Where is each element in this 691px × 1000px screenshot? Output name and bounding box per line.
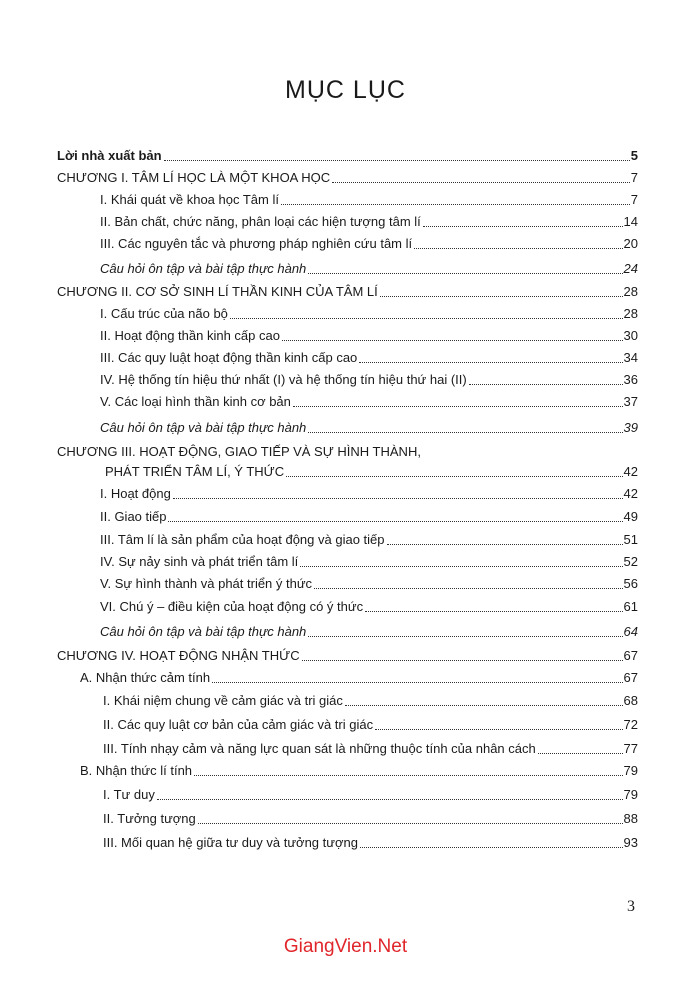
toc-entry — [103, 687, 638, 709]
toc-entry-page: 77 — [623, 741, 638, 756]
dot-leader — [286, 475, 622, 477]
toc-entry-label: IV. Hệ thống tín hiệu thứ nhất (I) và hệ thống tín hiệu thứ hai (II) — [100, 372, 467, 387]
toc-entry-page: 30 — [623, 328, 638, 343]
toc-entry-page: 56 — [623, 576, 638, 591]
dot-leader — [302, 659, 623, 661]
toc-entry — [100, 208, 638, 230]
toc-entry-page: 37 — [623, 394, 638, 409]
toc-entry — [100, 503, 638, 525]
toc-entry — [100, 526, 638, 548]
toc-entry-label: IV. Sự nảy sinh và phát triển tâm lí — [100, 554, 299, 569]
toc-entry-page: 36 — [623, 372, 638, 387]
toc-entry-page: 20 — [623, 236, 638, 251]
toc-entry-label: Câu hỏi ôn tập và bài tập thực hành — [100, 261, 307, 276]
toc-entry-page: 93 — [623, 835, 638, 850]
dot-leader — [380, 295, 623, 297]
dot-leader — [230, 317, 623, 319]
dot-leader — [414, 247, 622, 249]
dot-leader — [300, 565, 622, 567]
toc-entry — [103, 781, 638, 803]
toc-entry-page: 79 — [623, 763, 638, 778]
dot-leader — [164, 159, 630, 161]
toc-entry — [100, 548, 638, 570]
toc-entry-label: II. Tưởng tượng — [103, 811, 196, 826]
toc-entry-label: VI. Chú ý – điều kiện của hoạt động có ý thức — [100, 599, 364, 614]
dot-leader — [360, 846, 623, 848]
page-number: 3 — [627, 898, 635, 915]
dot-leader — [469, 383, 623, 385]
dot-leader — [198, 822, 623, 824]
toc-entry — [103, 805, 638, 827]
toc-entry-label: III. Mối quan hệ giữa tư duy và tưởng tượng — [103, 835, 358, 850]
dot-leader — [423, 225, 623, 227]
toc-entry-label: Câu hỏi ôn tập và bài tập thực hành — [100, 420, 307, 435]
toc-entry — [100, 300, 638, 322]
dot-leader — [194, 774, 622, 776]
toc-entry-page: 88 — [623, 811, 638, 826]
toc-entry-page: 14 — [623, 214, 638, 229]
toc-entry-label: A. Nhận thức cảm tính — [80, 670, 211, 685]
toc-entry-page: 28 — [623, 284, 638, 299]
toc-entry-label: B. Nhận thức lí tính — [80, 763, 193, 778]
toc-entry-label: CHƯƠNG IV. HOẠT ĐỘNG NHẬN THỨC — [57, 648, 300, 663]
toc-entry-page: 67 — [623, 648, 638, 663]
dot-leader — [387, 543, 623, 545]
toc-chapter — [57, 164, 638, 186]
toc-entry-label: I. Khái niệm chung về cảm giác và tri giác — [103, 693, 343, 708]
dot-leader — [345, 704, 623, 706]
dot-leader — [308, 431, 622, 433]
toc-entry-label: I. Hoạt động — [100, 486, 171, 501]
toc-entry-label: I. Tư duy — [103, 787, 155, 802]
toc-entry-page: 34 — [623, 350, 638, 365]
toc-entry — [57, 142, 638, 164]
toc-entry-label: PHÁT TRIỂN TÂM LÍ, Ý THỨC — [105, 464, 285, 479]
toc-entry-label: CHƯƠNG III. HOẠT ĐỘNG, GIAO TIẾP VÀ SỰ HÌNH THÀNH, — [57, 444, 421, 459]
toc-entry-label: II. Các quy luật cơ bản của cảm giác và tri giác — [103, 717, 374, 732]
dot-leader — [308, 272, 622, 274]
toc-entry-page: 24 — [623, 261, 638, 276]
watermark: GiangVien.Net — [283, 936, 408, 957]
toc-section — [80, 664, 638, 686]
toc-entry-page: 39 — [623, 420, 638, 435]
toc-entry-label: II. Hoạt động thần kinh cấp cao — [100, 328, 280, 343]
toc-chapter — [57, 642, 638, 664]
dot-leader — [173, 497, 623, 499]
toc-entry-label: I. Cấu trúc của não bộ — [100, 306, 228, 321]
toc-chapter-continued — [105, 458, 638, 480]
toc-entry-label: II. Giao tiếp — [100, 509, 167, 524]
toc-entry-page: 67 — [623, 670, 638, 685]
toc-entry-label: V. Sự hình thành và phát triển ý thức — [100, 576, 313, 591]
toc-entry-page: 42 — [623, 464, 638, 479]
toc-entry-label: III. Các quy luật hoạt động thần kinh cấp cao — [100, 350, 358, 365]
toc-entry-label: III. Tâm lí là sản phẩm của hoạt động và giao tiếp — [100, 532, 385, 547]
toc-entry — [100, 570, 638, 592]
toc-entry — [100, 480, 638, 502]
dot-leader — [375, 728, 622, 730]
toc-entry-label: Lời nhà xuất bản — [57, 148, 162, 163]
toc-chapter — [57, 438, 638, 460]
toc-entry-page: 61 — [623, 599, 638, 614]
toc-entry — [100, 255, 638, 277]
toc-entry-label: CHƯƠNG I. TÂM LÍ HỌC LÀ MỘT KHOA HỌC — [57, 170, 331, 185]
toc-entry — [100, 618, 638, 640]
page-title: MỤC LỤC — [285, 76, 406, 104]
dot-leader — [281, 203, 630, 205]
toc-entry — [100, 414, 638, 436]
toc-entry-page: 28 — [623, 306, 638, 321]
toc-entry-page: 7 — [630, 192, 638, 207]
toc-entry-page: 68 — [623, 693, 638, 708]
dot-leader — [212, 681, 622, 683]
toc-chapter — [57, 278, 638, 300]
toc-entry-page: 42 — [623, 486, 638, 501]
dot-leader — [359, 361, 622, 363]
toc-entry-label: III. Các nguyên tắc và phương pháp nghiên cứu tâm lí — [100, 236, 413, 251]
toc-entry — [100, 366, 638, 388]
dot-leader — [282, 339, 623, 341]
dot-leader — [308, 635, 622, 637]
toc-entry-page: 64 — [623, 624, 638, 639]
toc-entry-page: 79 — [623, 787, 638, 802]
toc-entry-label: Câu hỏi ôn tập và bài tập thực hành — [100, 624, 307, 639]
toc-entry-label: II. Bản chất, chức năng, phân loại các hiện tượng tâm lí — [100, 214, 421, 229]
toc-entry — [100, 322, 638, 344]
toc-entry — [100, 593, 638, 615]
toc-entry — [103, 711, 638, 733]
toc-entry-page: 49 — [623, 509, 638, 524]
toc-entry — [103, 735, 638, 757]
toc-entry — [100, 344, 638, 366]
toc-entry — [100, 388, 638, 410]
toc-entry-label: I. Khái quát về khoa học Tâm lí — [100, 192, 279, 207]
dot-leader — [365, 610, 622, 612]
toc-entry-label: III. Tính nhạy cảm và năng lực quan sát là những thuộc tính của nhân cách — [103, 741, 536, 756]
toc-entry — [100, 230, 638, 252]
dot-leader — [157, 798, 623, 800]
dot-leader — [314, 587, 622, 589]
toc-entry — [103, 829, 638, 851]
dot-leader — [293, 405, 623, 407]
toc-entry — [100, 186, 638, 208]
toc-entry-page: 51 — [623, 532, 638, 547]
dot-leader — [538, 752, 623, 754]
toc-entry-page: 72 — [623, 717, 638, 732]
toc-entry-page: 5 — [630, 148, 638, 163]
toc-entry-page: 52 — [623, 554, 638, 569]
dot-leader — [168, 520, 622, 522]
toc-entry-page: 7 — [630, 170, 638, 185]
dot-leader — [332, 181, 630, 183]
toc-entry-label: V. Các loại hình thần kinh cơ bản — [100, 394, 291, 409]
toc-section — [80, 757, 638, 779]
toc-entry-label: CHƯƠNG II. CƠ SỞ SINH LÍ THẦN KINH CỦA TÂM LÍ — [57, 284, 378, 299]
